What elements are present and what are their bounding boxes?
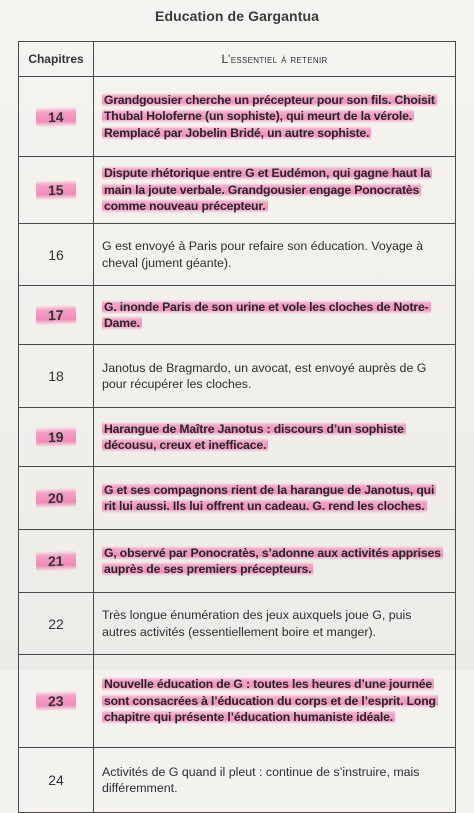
chapter-summary: G et ses compagnons rient de la harangue de Janotus, qui rit lui aussi. Ils lui offrent un cadeau. G. rend les cloches.: [104, 482, 435, 513]
table-row: [19, 748, 456, 813]
chapter-summary: G, observé par Ponocratès, s’adonne aux activités apprises auprès de ses premiers précepteurs.: [104, 545, 441, 576]
chapter-number: 20: [36, 487, 76, 508]
chapter-summary-cell: [94, 655, 456, 748]
chapter-number: 24: [48, 772, 64, 788]
chapter-summary-cell: [94, 77, 456, 157]
chapter-number-cell: [19, 748, 94, 813]
chapter-number: 21: [36, 550, 76, 571]
chapter-summary-cell: [94, 530, 456, 593]
table-row: [19, 530, 456, 593]
table-row: [19, 408, 456, 467]
chapter-summary-cell: [94, 157, 456, 224]
chapter-number-cell: [19, 224, 94, 286]
header-essential: [94, 42, 456, 77]
chapter-number-cell: [19, 593, 94, 655]
chapter-summary: Nouvelle éducation de G : toutes les heures d’une journée sont consacrées à l’éducation du corps et de l’esprit. Long chapitre qui présente l’éducation humaniste idéale.: [104, 677, 436, 725]
table-row: [19, 655, 456, 748]
chapter-number-cell: [19, 655, 94, 748]
header-chapters: Chapitres: [19, 42, 94, 77]
chapter-summary-cell: [94, 345, 456, 408]
chapter-summary-cell: [94, 224, 456, 286]
chapter-summary: G est envoyé à Paris pour refaire son éducation. Voyage à cheval (jument géante).: [102, 239, 423, 270]
table-row: [19, 77, 456, 157]
chapter-number: 14: [36, 106, 76, 127]
chapter-number: 22: [48, 615, 64, 632]
chapter-number-cell: [19, 286, 94, 345]
chapter-number: 19: [36, 426, 76, 447]
chapters-table: [18, 41, 456, 813]
chapter-summary-cell: [94, 467, 456, 530]
chapter-number: 18: [48, 368, 64, 384]
document-title: Education de Gargantua: [155, 8, 319, 24]
chapter-summary: Grandgousier cherche un précepteur pour son fils. Choisit Thubal Holoferne (un sophiste), qui meurt de la vérole. Remplacé par Jobelin Bridé, un autre sophiste.: [104, 92, 435, 140]
chapter-number-cell: [19, 77, 94, 157]
chapter-number-cell: [19, 408, 94, 467]
chapter-summary-cell: [94, 748, 456, 813]
table-row: [19, 467, 456, 530]
chapter-number-cell: [19, 530, 94, 593]
chapter-summary: Harangue de Maître Janotus : discours d’un sophiste décousu, creux et inefficace.: [104, 421, 404, 452]
chapter-number: 15: [36, 179, 76, 200]
header-essential-label: L’essentiel à retenir: [221, 52, 328, 66]
chapter-summary: G. inonde Paris de son urine et vole les cloches de Notre-Dame.: [104, 299, 429, 330]
table-row: [19, 157, 456, 224]
chapter-summary-cell: [94, 408, 456, 467]
chapter-number: 23: [36, 690, 76, 711]
chapter-number-cell: [19, 345, 94, 408]
chapter-summary-cell: [94, 286, 456, 345]
chapter-number-cell: [19, 157, 94, 224]
chapter-summary: Dispute rhétorique entre G et Eudémon, qui gagne haut la main la joute verbale. Grandgousier engage Ponocratès comme nouveau précepteur.: [104, 166, 431, 214]
table-row: [19, 224, 456, 286]
chapter-number: 16: [48, 246, 64, 263]
table-row: [19, 286, 456, 345]
chapter-summary: Activités de G quand il pleut : continue de s’instruire, mais différemment.: [102, 764, 420, 795]
chapter-number: 17: [36, 304, 76, 325]
chapter-summary-cell: [94, 593, 456, 655]
chapter-summary: Très longue énumération des jeux auxquels joue G, puis autres activités (essentiellement boire et manger).: [102, 608, 412, 639]
chapter-summary: Janotus de Bragmardo, un avocat, est envoyé auprès de G pour récupérer les cloches.: [102, 360, 427, 391]
table-row: [19, 593, 456, 655]
table-row: [19, 345, 456, 408]
chapter-number-cell: [19, 467, 94, 530]
table-header-row: [19, 42, 456, 77]
